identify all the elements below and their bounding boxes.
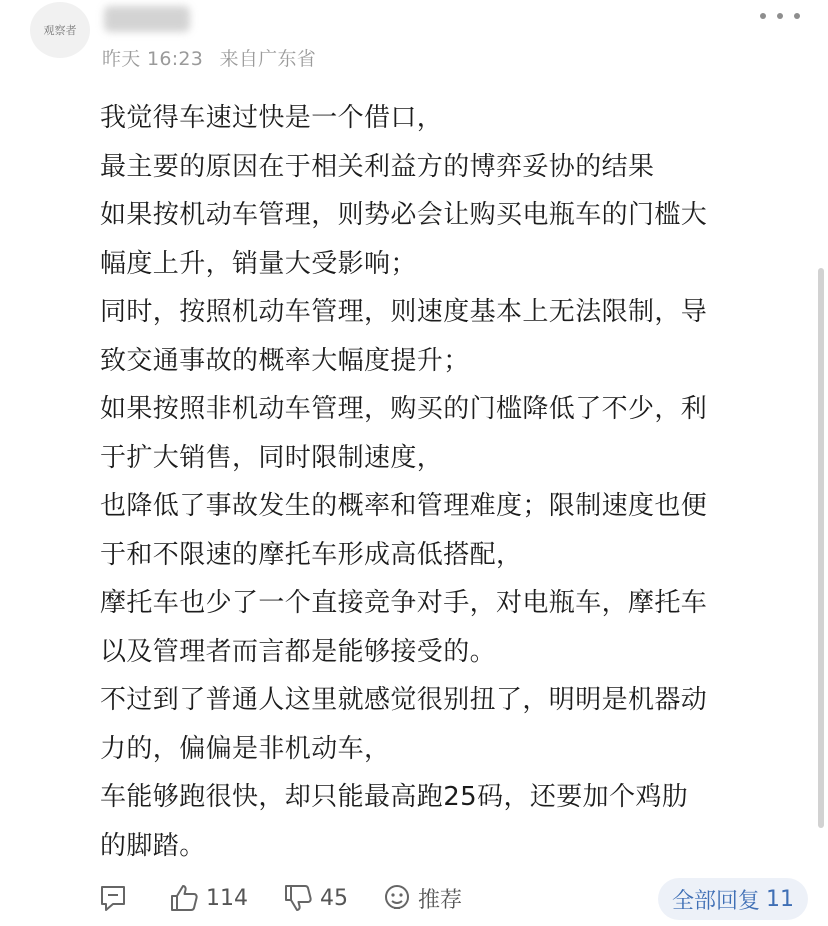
- comment-line: 于和不限速的摩托车形成高低搭配，: [100, 539, 523, 570]
- comment-line: 力的，偏偏是非机动车，: [100, 733, 391, 764]
- comment-line: 的脚踏。: [100, 830, 206, 861]
- comment-line: 以及管理者而言都是能够接受的。: [100, 636, 497, 667]
- like-count: 114: [206, 885, 248, 911]
- avatar-text: 观察者: [43, 24, 77, 37]
- replies-count: 11: [766, 886, 794, 912]
- comment-location: 来自广东省: [219, 48, 317, 70]
- comment-line: 最主要的原因在于相关利益方的博弈妥协的结果: [100, 151, 655, 182]
- comment-line: 我觉得车速过快是一个借口，: [100, 103, 444, 133]
- comment-body: [100, 94, 806, 870]
- avatar[interactable]: [30, 2, 90, 58]
- comment-line: 致交通事故的概率大幅度提升；: [100, 345, 470, 376]
- comment-button[interactable]: [98, 883, 134, 913]
- comment-line: 同时，按照机动车管理，则速度基本上无法限制，导: [100, 297, 708, 327]
- comment-time: 昨天 16:23: [102, 48, 204, 70]
- scrollbar[interactable]: [818, 268, 824, 828]
- comment-line: 车能够跑很快，却只能最高跑25码，还要加个鸡肋: [100, 782, 689, 812]
- comment-line: 摩托车也少了一个直接竞争对手，对电瓶车，摩托车: [100, 588, 708, 618]
- comment-line: 不过到了普通人这里就感觉很别扭了，明明是机器动: [100, 685, 708, 715]
- more-icon[interactable]: [760, 10, 800, 22]
- comment-icon: [98, 883, 128, 913]
- dislike-button[interactable]: [282, 882, 348, 914]
- dislike-count: 45: [320, 885, 348, 911]
- comment-line: 如果按机动车管理，则势必会让购买电瓶车的门槛大: [100, 200, 708, 230]
- recommend-button[interactable]: [382, 883, 462, 914]
- comment-meta: [102, 44, 326, 71]
- all-replies-button[interactable]: [658, 878, 808, 920]
- recommend-icon: [382, 883, 412, 913]
- comment-line: 于扩大销售，同时限制速度，: [100, 442, 444, 473]
- comment-line: 也降低了事故发生的概率和管理难度；限制速度也便: [100, 491, 708, 521]
- comment-line: 幅度上升，销量大受影响；: [100, 248, 417, 279]
- replies-label: 全部回复: [671, 888, 760, 914]
- thumbs-up-icon: [168, 882, 200, 914]
- like-button[interactable]: [168, 882, 248, 914]
- thumbs-down-icon: [282, 882, 314, 914]
- comment-line: 如果按照非机动车管理，购买的门槛降低了不少，利: [100, 394, 708, 424]
- username-blurred[interactable]: [104, 6, 190, 32]
- recommend-label: 推荐: [418, 887, 463, 913]
